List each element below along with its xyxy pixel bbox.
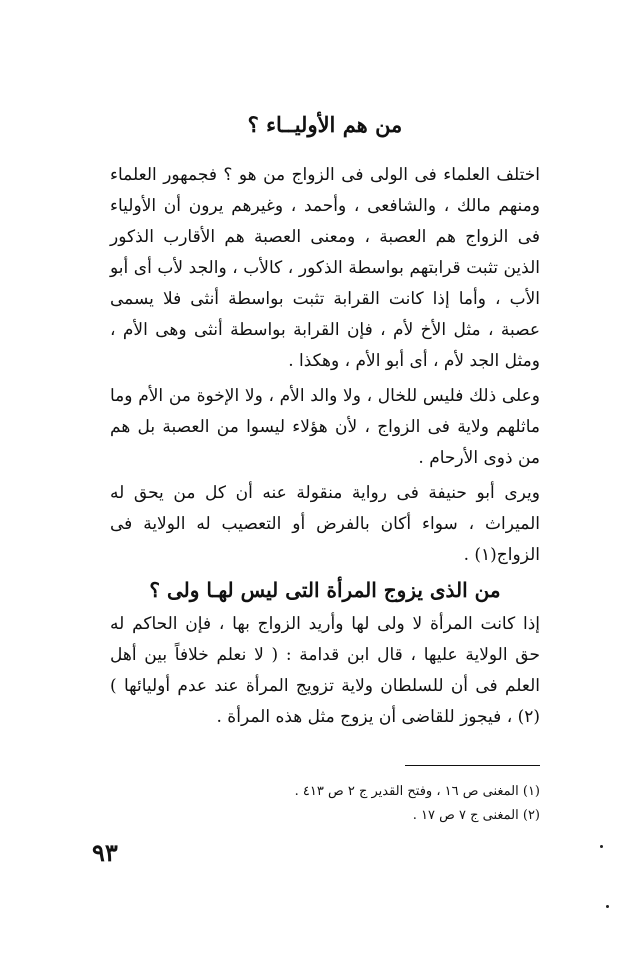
scan-speck [606,905,609,908]
footnote: (١) المغنى ص ١٦ ، وفتح القدير ج ٢ ص ٤١٣ . [294,784,540,799]
paragraph: ويرى أبو حنيفة فى رواية منقولة عنه أن كل من يحق له الميراث ، سواء أكان بالفرض أو التعصيب له الولاية فى الزواج(١) . [110,483,540,565]
paragraph: إذا كانت المرأة لا ولى لها وأريد الزواج بها ، فإن الحاكم له حق الولاية عليها ، قال ابن قدامة : ( لا نعلم خلافاً بين أهل العلم فى أن للسلطان ولاية تزويج المرأة عند عدم أوليائها )(٢) ، فيجوز للقاضى أن يزوج مثل هذه المرأة . [110,614,540,727]
paragraph: اختلف العلماء فى الولى فى الزواج من هو ؟ فجمهور العلماء ومنهم مالك ، والشافعى ، وأحمد ، وغيرهم يرون أن الأولياء فى الزواج هم العصبة ، ومعنى العصبة هم الأقارب الذكور الذين تثبت قرابتهم بواسطة الذكور ، كالأب ، والجد لأب أى أبو الأب ، وأما إذا كانت القرابة تثبت بواسطة أنثى فلا يسمى عصبة ، مثل الأخ لأم ، فإن القرابة بواسطة أنثى وهى الأم ، ومثل الجد لأم ، أى أبو الأم ، وهكذا . [110,165,540,371]
footnote-divider [405,765,540,766]
page-number: ٩٣ [92,838,118,867]
footnotes [240,780,540,828]
scan-speck [600,845,603,848]
section-heading-guardians: من هم الأوليــاء ؟ [247,112,403,137]
footnote: (٢) المغنى ج ٧ ص ١٧ . [412,808,540,823]
paragraph: وعلى ذلك فليس للخال ، ولا والد الأم ، ولا الإخوة من الأم وما ماثلهم ولاية فى الزواج ، لأن هؤلاء ليسوا من العصبة بل هم من ذوى الأرحام . [110,386,540,468]
section-heading-no-guardian: من الذى يزوج المرأة التى ليس لهـا ولى ؟ [149,578,501,602]
page-body [110,110,540,737]
